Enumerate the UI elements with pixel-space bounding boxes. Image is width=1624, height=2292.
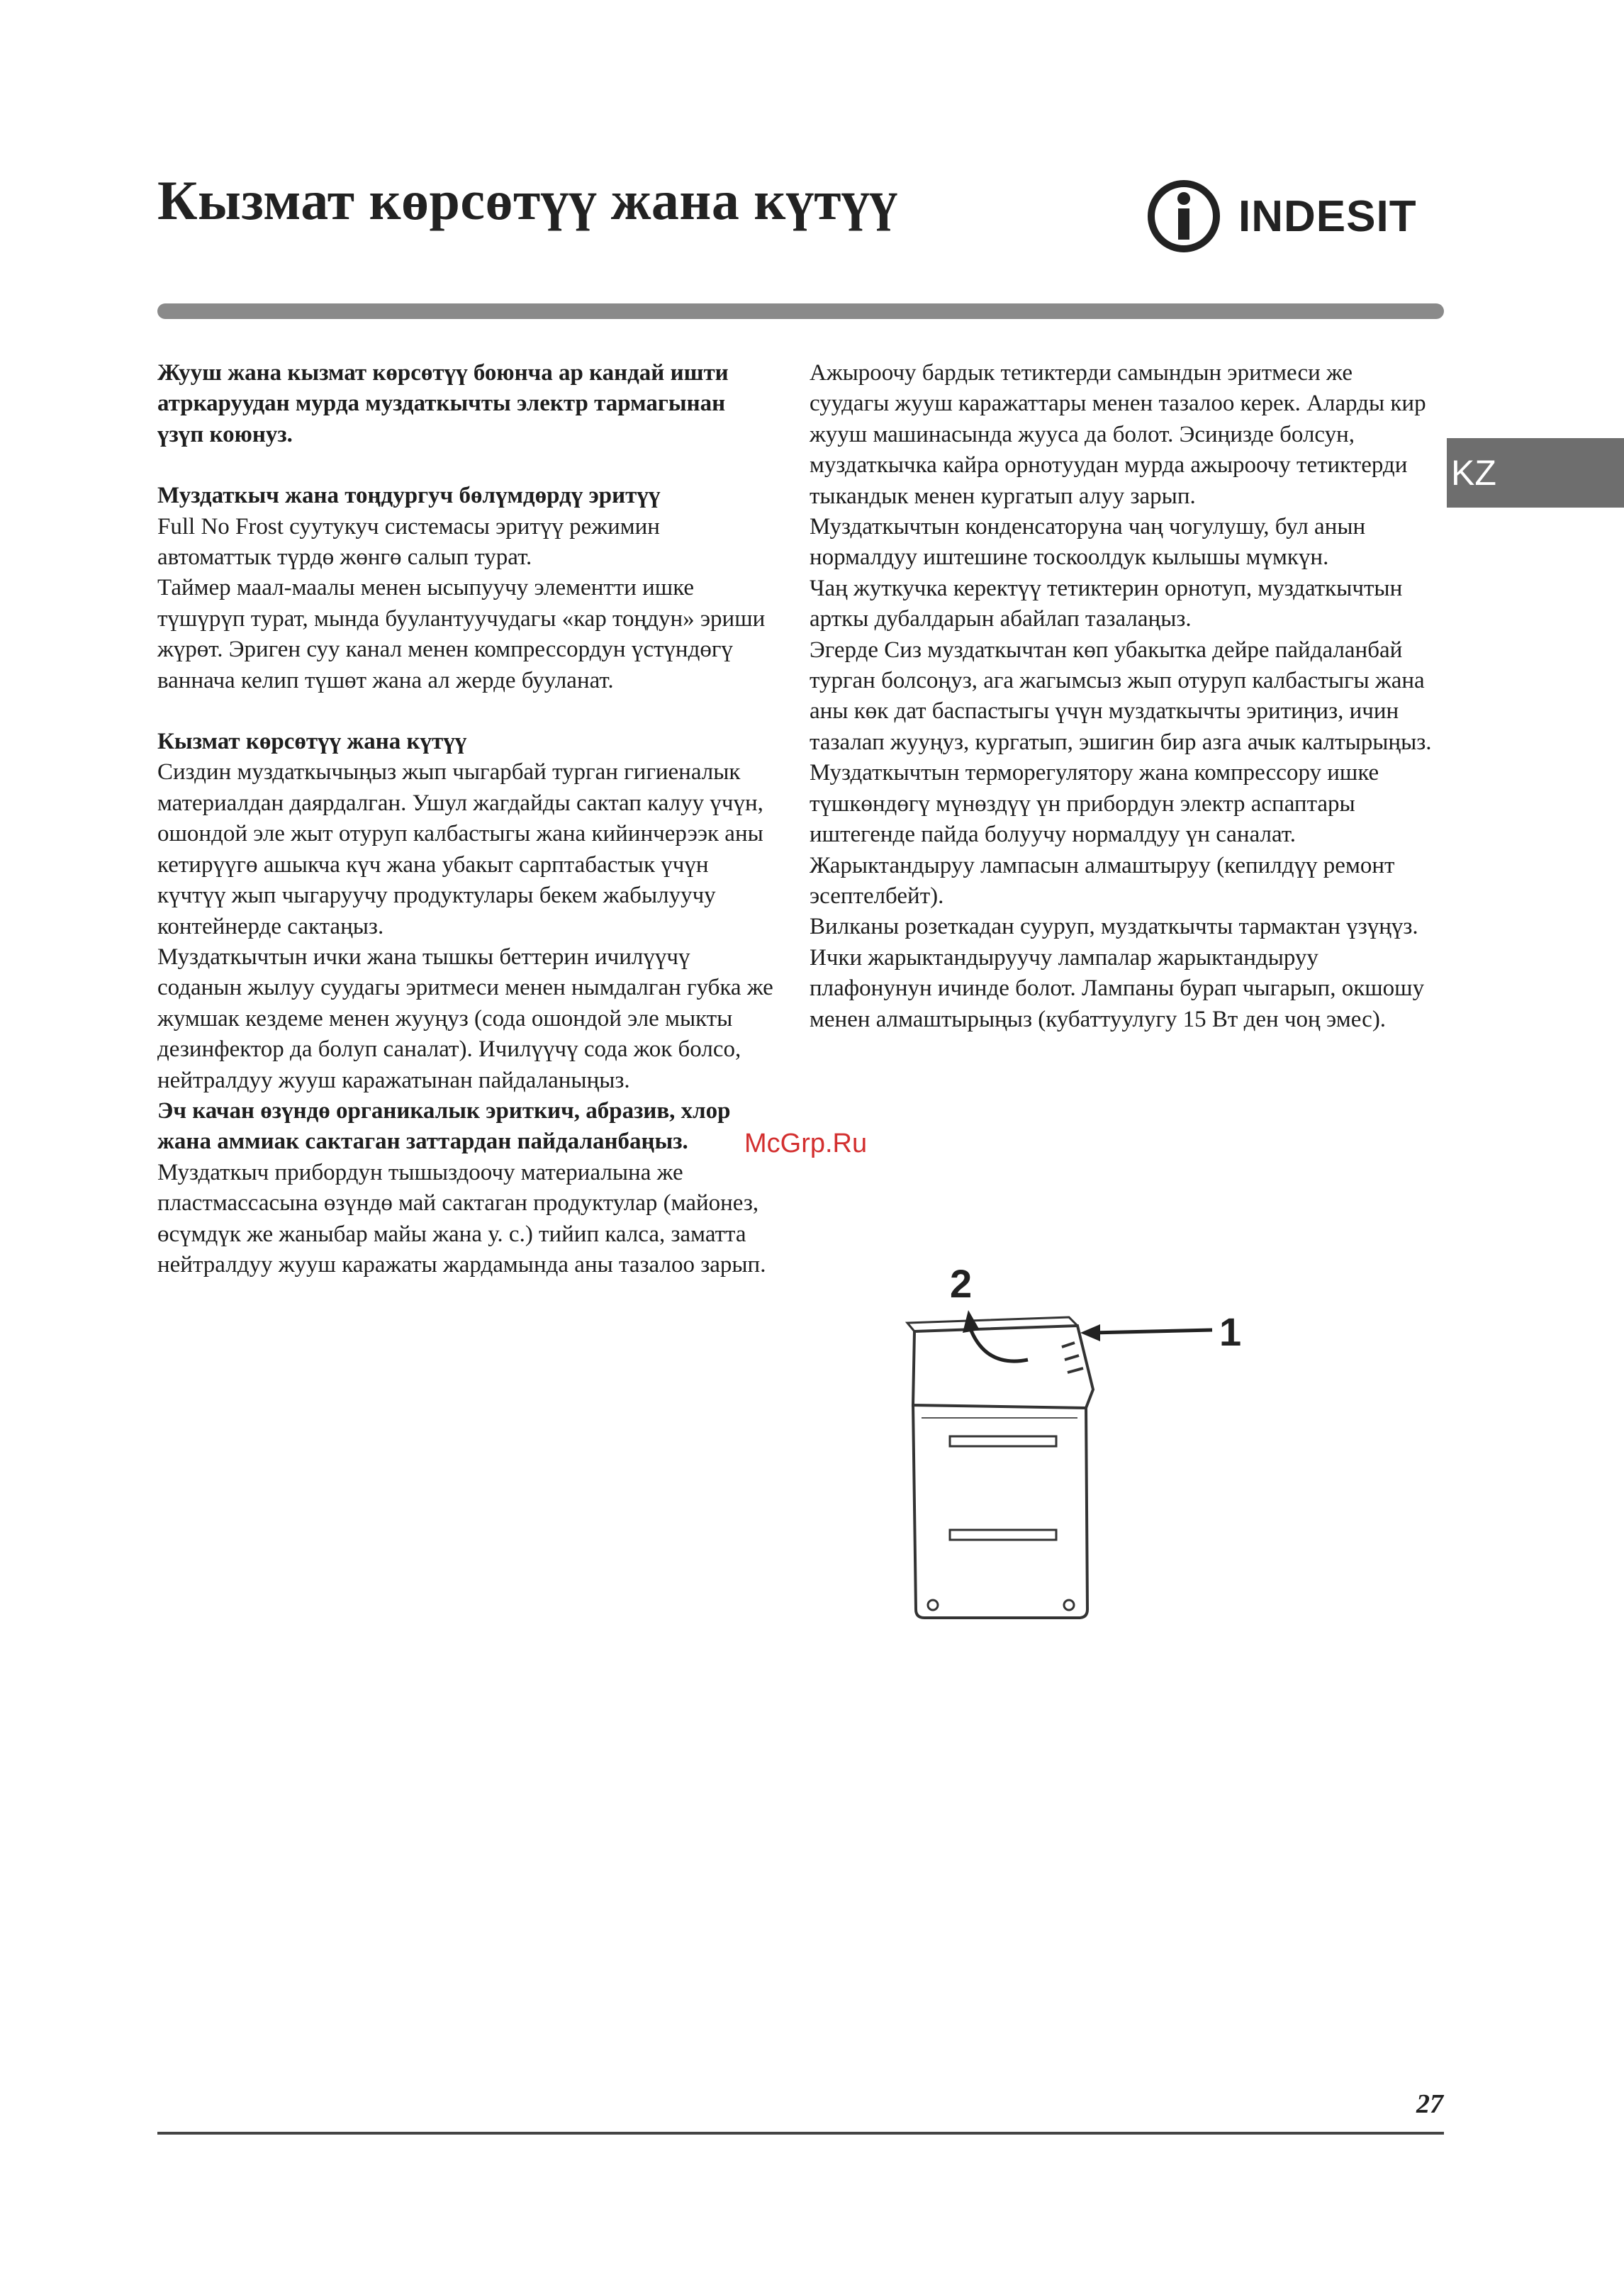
paragraph: Муздаткычтын терморегулятору жана компрессору ишке түшкөндөгү мүнөздүү үн прибордун электр аспаптары иштегенде пайда болуучу нормалдуу үн саналат. <box>810 760 1379 848</box>
brand-name: INDESIT <box>1238 191 1417 241</box>
paragraph: Сиздин муздаткычыңыз жып чыгарбай турган гигиеналык материалдан даярдалган. Ушул жагдайды сактап калуу үчүн, ошондой эле жыт отуруп калбастыгы жана кийинчерээк аны кетирүүгө ашыкча күч жана убакыт сарптабастык үчүн күчтүү жып чыгаруучу продуктулары бекем жабылуучу контейнерде сактаңыз. <box>157 759 763 939</box>
footer-divider <box>157 2132 1444 2135</box>
warning-text: Жууш жана кызмат көрсөтүү боюнча ар кандай ишти атркаруудан мурда муздаткычты электр тармагынан үзүп коюнуз. <box>157 360 729 447</box>
paragraph: Ажыроочу бардык тетиктерди самындын эритмеси же суудагы жууш каражаттары менен тазалоо керек. Аларды кир жууш машинасында жууса да болот. Эсиңизде болсун, муздаткычка кайра орнотуудан мурда ажыроочу тетиктерди тыкандык менен кургатып алуу зарып. <box>810 360 1426 509</box>
left-column <box>157 358 774 1280</box>
paragraph: Муздаткычтын ички жана тышкы беттерин ичилүүчү соданын жылуу суудагы эритмеси менен нымдалган губка же жумшак кездеме менен жууңуз (сода ошондой эле мыкты дезинфектор да болуп саналат). Ичилүүчү сода жок болсо, нейтралдуу жууш каражатынан пайдаланыңыз. <box>157 944 773 1093</box>
page-number: 27 <box>1416 2089 1443 2119</box>
paragraph: Таймер маал-маалы менен ысыпуучу элементти ишке түшүрүп турат, мында буулантуучудагы «кар тоңдун» эриши жүрөт. Эриген суу канал менен компрессордун үстүндөгү ваннача келип түшөт жана ал жерде бууланат. <box>157 575 766 693</box>
section-heading-defrost: Муздаткыч жана тоңдургуч бөлүмдөрдү эритүү <box>157 483 661 509</box>
watermark: McGrp.Ru <box>744 1129 868 1158</box>
right-column <box>810 358 1433 1035</box>
indesit-i-icon <box>1145 177 1223 255</box>
callout-label-1: 1 <box>1219 1309 1242 1354</box>
paragraph: Вилканы розеткадан сууруп, муздаткычты тармактан үзүңүз. Ички жарыктандыруучу лампалар жарыктандыруу плафонунун ичинде болот. Лампаны бурап чыгарып, окшошу менен алмаштырыңыз (кубаттуулугу 15 Вт ден чоң эмес). <box>810 914 1425 1032</box>
callout-label-2: 2 <box>950 1261 973 1306</box>
lamp-cover-diagram <box>879 1248 1248 1631</box>
page-title: Кызмат көрсөтүү жана күтүү <box>157 169 898 231</box>
paragraph: Full No Frost суутукуч системасы эритүү режимин автоматтык түрдө жөнгө салып турат. <box>157 513 660 571</box>
paragraph: Жарыктандыруу лампасын алмаштыруу (кепилдүү ремонт эсептелбейт). <box>810 852 1395 909</box>
header-divider <box>157 303 1444 319</box>
section-heading-maintenance: Кызмат көрсөтүү жана күтүү <box>157 729 467 755</box>
paragraph: Чаң жуткучка керектүү тетиктерин орнотуп, муздаткычтын арткы дубалдарын абайлап тазалаңыз. <box>810 575 1403 632</box>
language-tab: KZ <box>1447 438 1624 508</box>
paragraph: Эгерде Сиз муздаткычтан көп убакытка дейре пайдаланбай турган болсоңуз, ага жагымсыз жып отуруп калбастыгы жана аны көк дат баспастыгы үчүн муздаткычты эритиңиз, ичин тазалап жууңуз, кургатып, эшигин бир азга ачык калтырыңыз. <box>810 637 1432 755</box>
paragraph: Муздаткыч прибордун тышыздоочу материалына же пластмассасына өзүндө май сактаган продуктулар (майонез, өсүмдүк же жаныбар майы жана у. с.) тийип калса, заматта нейтралдуу жууш каражаты жардамында аны тазалоо зарып. <box>157 1159 766 1278</box>
brand-logo <box>1145 177 1428 255</box>
caution-text: Эч качан өзүндө органикалык эриткич, абразив, хлор жана аммиак сактаган заттардан пайдаланбаңыз. <box>157 1097 731 1155</box>
paragraph: Муздаткычтын конденсаторуна чаң чогулушу, бул анын нормалдуу иштешине тоскоолдук кылышы мүмкүн. <box>810 514 1366 571</box>
